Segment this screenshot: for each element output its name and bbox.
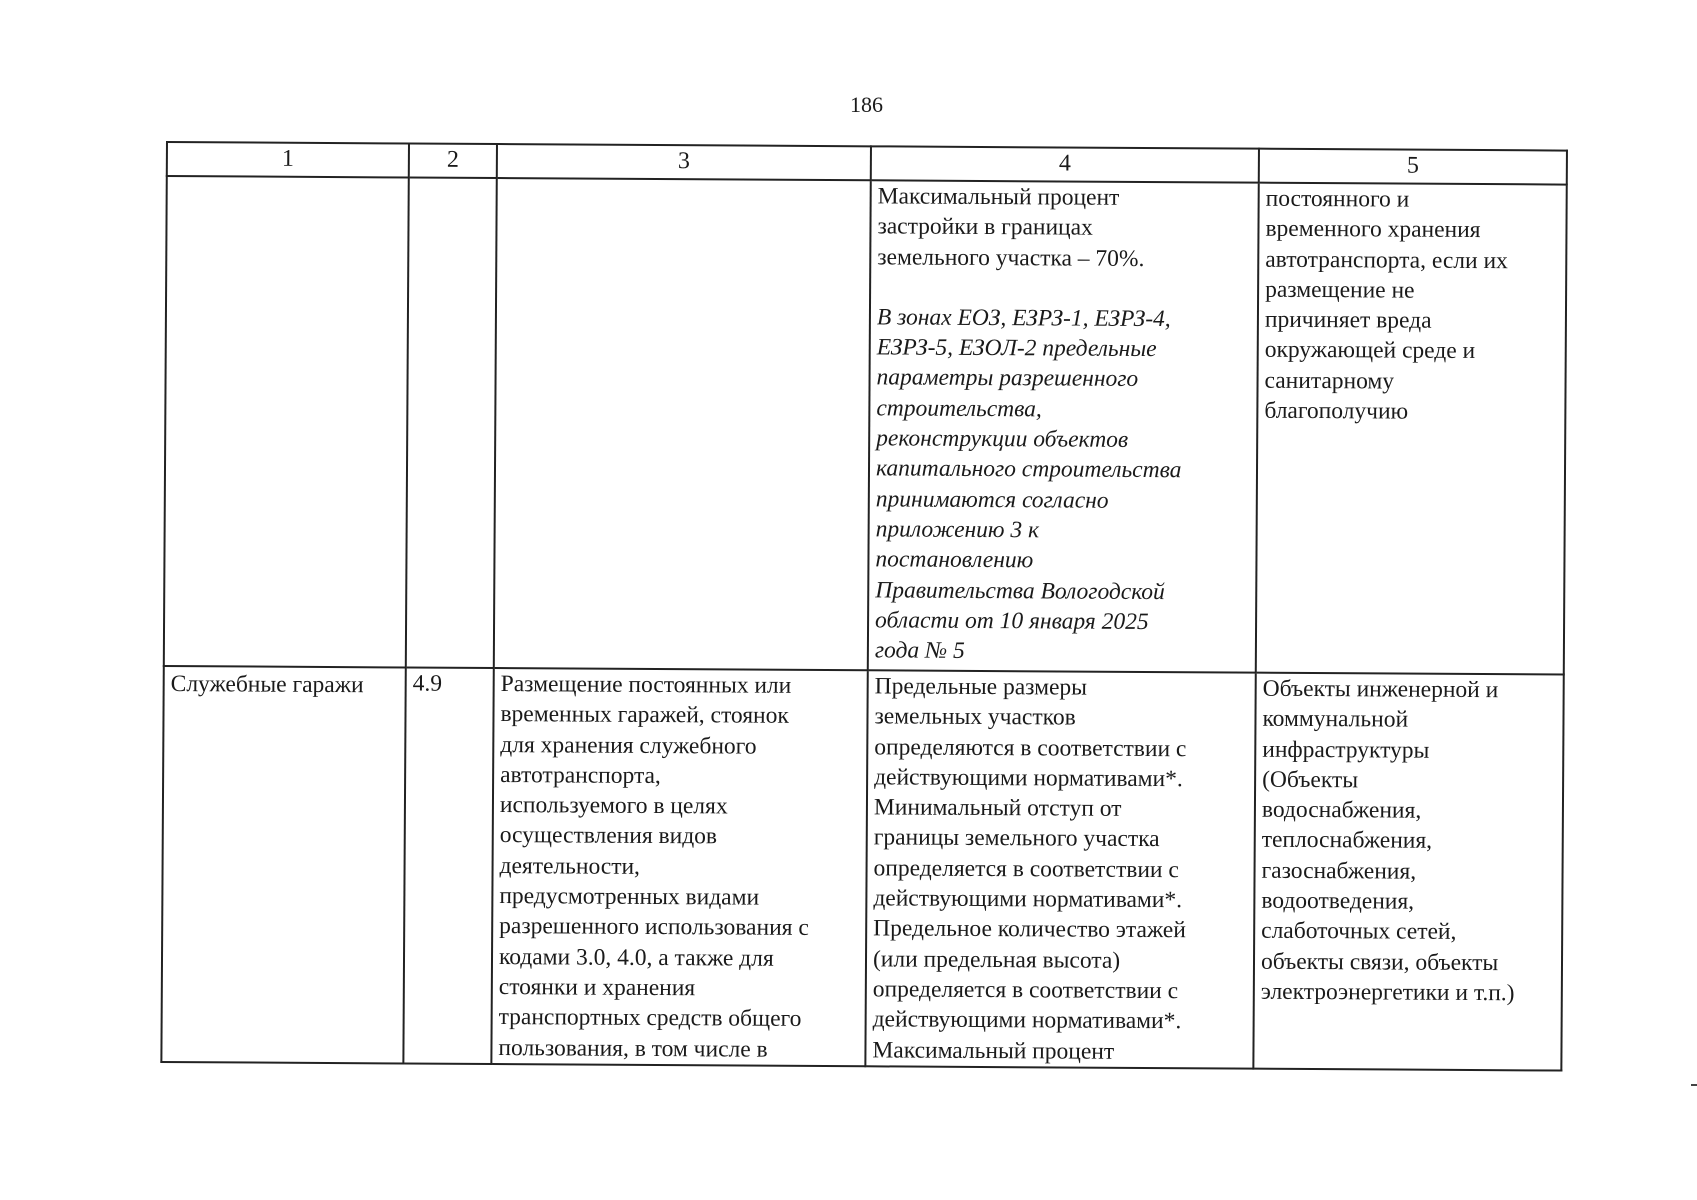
text-line: В зонах ЕОЗ, ЕЗРЗ-1, ЕЗРЗ-4,: [876, 304, 1171, 333]
text-line: определяются в соответствии с: [874, 733, 1187, 762]
header-col-4: 4: [871, 146, 1259, 182]
text-line: коммунальной: [1262, 706, 1409, 733]
text-line: капитального строительства: [875, 455, 1182, 484]
header-col-2: 2: [409, 143, 497, 178]
text-line: определяется в соответствии с: [872, 976, 1179, 1005]
text-line: Правительства Вологодской: [875, 576, 1165, 605]
header-col-5: 5: [1259, 149, 1567, 185]
text-line: инфраструктуры: [1262, 736, 1430, 764]
cell-parameters: [865, 670, 1255, 1068]
text-line: (или предельная высота): [872, 946, 1121, 974]
text-line: постоянного и: [1265, 185, 1410, 213]
text-line: действующими нормативами*.: [873, 885, 1183, 914]
header-col-3: 3: [497, 144, 871, 180]
text-line: Предельные размеры: [874, 673, 1088, 701]
cell-code: [403, 667, 493, 1063]
cell-auxiliary-uses: [1253, 673, 1563, 1071]
page-number: 186: [850, 92, 883, 117]
text-line: причиняет вреда: [1264, 306, 1432, 334]
text-line: теплоснабжения,: [1261, 827, 1433, 855]
text-line: водоотведения,: [1261, 887, 1415, 915]
text-line: принимаются согласно: [875, 486, 1109, 514]
text-line: слаботочных сетей,: [1261, 918, 1457, 946]
parameters-regular-text: [877, 181, 1252, 274]
text-line: года № 5: [874, 637, 965, 665]
text-line: пользования, в том числе в: [498, 1034, 768, 1063]
text-line: кодами 3.0, 4.0, а также для: [498, 943, 774, 972]
text-line: газоснабжения,: [1261, 857, 1417, 885]
edge-mark: [1691, 1084, 1697, 1086]
parameters-italic-note: [875, 302, 1251, 668]
header-col-1: 1: [167, 142, 409, 177]
text-line: временного хранения: [1265, 216, 1481, 244]
text-line: Максимальный процент: [877, 183, 1120, 211]
text-line: электроэнергетики и т.п.): [1260, 978, 1515, 1007]
text-line: автотранспорта, если их: [1265, 246, 1508, 274]
code-text: 4.9: [412, 670, 443, 697]
text-line: стоянки и хранения: [498, 974, 696, 1002]
text-line: деятельности,: [499, 852, 641, 880]
text-line: земельных участков: [874, 703, 1076, 731]
text-line: застройки в границах: [877, 213, 1093, 241]
text-line: объекты связи, объекты: [1260, 948, 1499, 976]
text-line: параметры разрешенного: [876, 364, 1139, 393]
text-line: области от 10 января 2025: [875, 607, 1149, 635]
cell-use-name-empty: [164, 176, 409, 667]
use-name-text: Служебные гаражи: [170, 671, 364, 699]
table-row-continued: [164, 176, 1567, 675]
text-line: окружающей среде и: [1264, 337, 1476, 365]
text-line: транспортных средств общего: [498, 1004, 802, 1033]
table-row-service-garages: [161, 666, 1563, 1070]
text-line: Размещение постоянных или: [500, 671, 792, 699]
text-line: предусмотренных видами: [499, 883, 760, 911]
text-line: осуществления видов: [499, 822, 718, 850]
text-line: используемого в целях: [499, 792, 728, 820]
text-line: благополучию: [1264, 397, 1409, 425]
text-line: постановлению: [875, 546, 1034, 574]
text-line: действующими нормативами*.: [874, 764, 1183, 793]
cell-auxiliary-continued: [1256, 183, 1567, 675]
text-line: определяется в соответствии с: [873, 855, 1179, 883]
regulation-table: [160, 141, 1568, 1071]
cell-use-name: [161, 666, 405, 1063]
text-line: размещение не: [1265, 276, 1415, 304]
text-line: строительства,: [876, 395, 1042, 423]
cell-parameters-continued: [868, 180, 1259, 672]
text-line: временных гаражей, стоянок: [500, 701, 789, 730]
cell-description-empty: [494, 178, 871, 670]
text-line: разрешенного использования с: [499, 913, 809, 942]
text-line: Минимальный отступ от: [873, 794, 1122, 823]
text-line: санитарному: [1264, 367, 1395, 395]
text-line: автотранспорта,: [500, 761, 661, 789]
text-line: ЕЗРЗ-5, ЕЗОЛ-2 предельные: [876, 334, 1157, 363]
text-line: действующими нормативами*.: [872, 1006, 1182, 1035]
text-line: границы земельного участка: [873, 824, 1160, 853]
cell-description: [491, 668, 867, 1066]
text-line: Максимальный процент: [872, 1036, 1115, 1065]
text-line: приложению 3 к: [875, 516, 1040, 544]
text-line: водоснабжения,: [1261, 796, 1422, 824]
text-line: земельного участка – 70%.: [877, 243, 1145, 272]
text-line: (Объекты: [1262, 766, 1359, 794]
text-line: Объекты инженерной и: [1262, 675, 1499, 704]
text-line: для хранения служебного: [500, 731, 757, 760]
text-line: реконструкции объектов: [876, 425, 1129, 453]
text-line: Предельное количество этажей: [873, 915, 1186, 944]
cell-code-empty: [406, 177, 497, 668]
